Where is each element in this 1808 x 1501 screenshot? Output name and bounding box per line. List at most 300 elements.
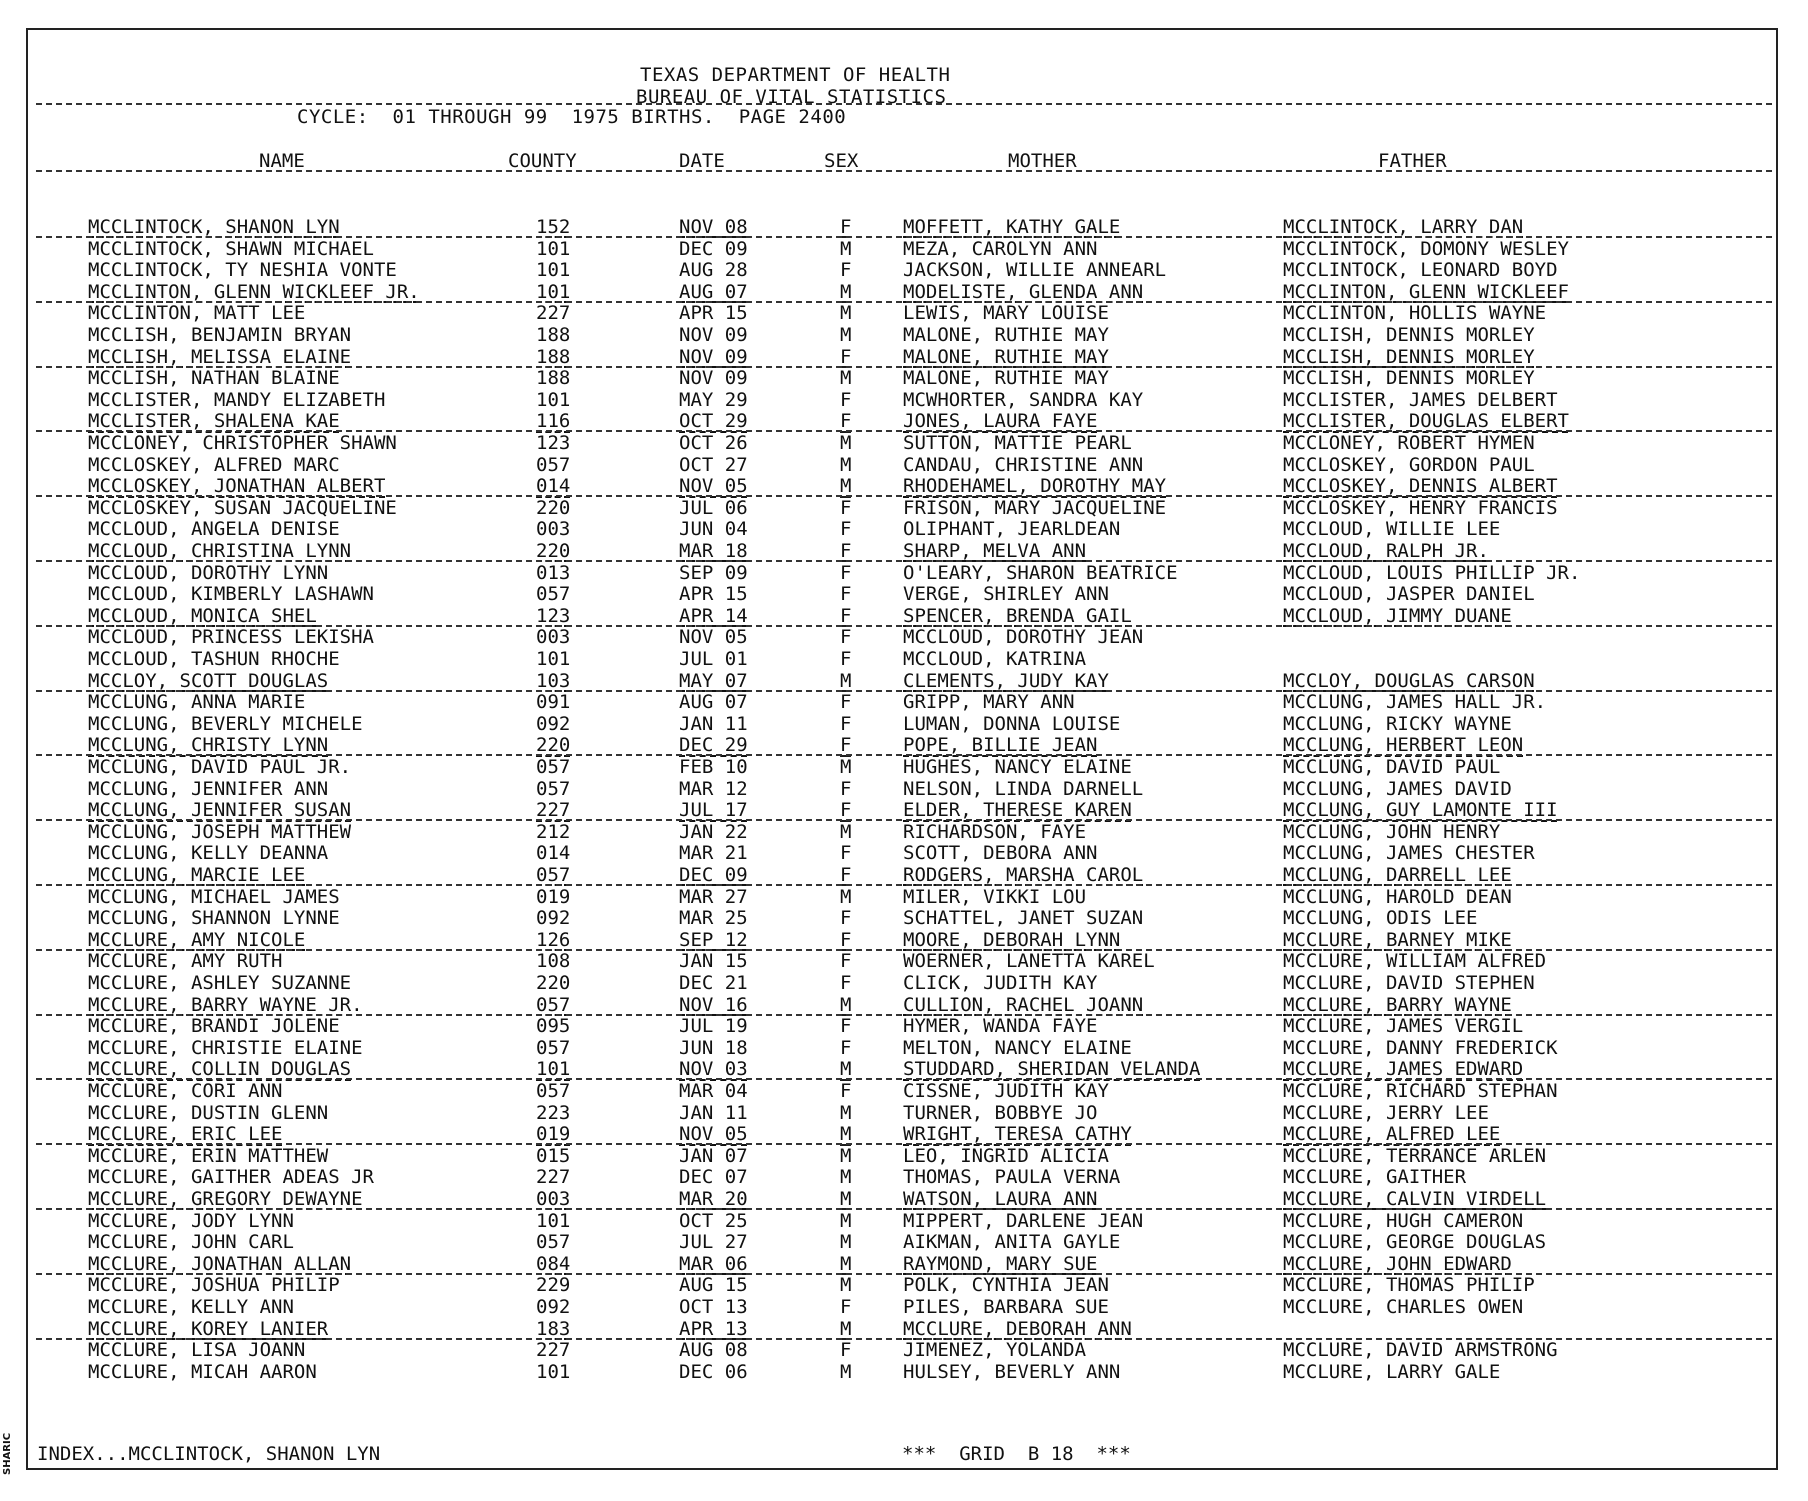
cell-county: 101 xyxy=(536,237,571,260)
cell-father: MCCLOSKEY, HENRY FRANCIS xyxy=(1283,496,1558,519)
cell-county: 003 xyxy=(536,1188,571,1210)
cell-date: JAN 11 xyxy=(679,712,748,735)
cell-father: MCCLOUD, LOUIS PHILLIP JR. xyxy=(1283,561,1581,584)
cell-county: 126 xyxy=(536,928,571,951)
table-row xyxy=(0,497,1808,519)
cell-sex: M xyxy=(840,1166,852,1189)
cell-sex: F xyxy=(840,345,852,368)
cell-sex: M xyxy=(840,1209,852,1232)
cell-father: MCCLUNG, ODIS LEE xyxy=(1283,907,1478,930)
cell-sex: F xyxy=(840,561,852,584)
cell-mother: HYMER, WANDA FAYE xyxy=(903,1015,1098,1038)
cell-county: 092 xyxy=(536,712,571,735)
cell-sex: F xyxy=(840,950,852,973)
cell-father: MCCLURE, BARNEY MIKE xyxy=(1283,928,1512,951)
cell-name: MCCLURE, JONATHAN ALLAN xyxy=(88,1252,352,1275)
table-row xyxy=(0,1361,1808,1383)
cell-sex: F xyxy=(840,864,852,886)
table-row xyxy=(0,907,1808,929)
cell-county: 057 xyxy=(536,756,571,778)
cell-mother: PILES, BARBARA SUE xyxy=(903,1296,1109,1318)
cell-date: JUL 06 xyxy=(679,496,748,519)
cell-county: 101 xyxy=(536,259,571,282)
cell-name: MCCLUNG, JOSEPH MATTHEW xyxy=(88,820,352,843)
cell-sex: F xyxy=(840,1296,852,1318)
cell-mother: LEO, INGRID ALICIA xyxy=(903,1144,1109,1167)
cell-name: MCCLUNG, KELLY DEANNA xyxy=(88,842,329,865)
cell-sex: F xyxy=(840,410,852,433)
cell-date: NOV 05 xyxy=(679,475,748,498)
cell-mother: MCCLURE, DEBORAH ANN xyxy=(903,1317,1132,1340)
cell-father: MCCLUNG, JAMES DAVID xyxy=(1283,777,1512,800)
cell-sex: F xyxy=(840,604,852,627)
cell-county: 101 xyxy=(536,1360,571,1383)
cell-date: APR 13 xyxy=(679,1317,748,1340)
cell-mother: MCCLOUD, DOROTHY JEAN xyxy=(903,626,1144,649)
cell-father: MCCLURE, THOMAS PHILIP xyxy=(1283,1274,1535,1297)
table-row xyxy=(0,432,1808,454)
cell-date: MAR 04 xyxy=(679,1080,748,1102)
cell-mother: CULLION, RACHEL JOANN xyxy=(903,993,1144,1016)
cell-date: SEP 09 xyxy=(679,561,748,584)
header-rule xyxy=(36,103,1772,105)
cell-county: 019 xyxy=(536,1123,571,1146)
cell-name: MCCLOSKEY, SUSAN JACQUELINE xyxy=(88,496,397,519)
cell-county: 227 xyxy=(536,1166,571,1189)
cell-name: MCCLINTON, GLENN WICKLEEF JR. xyxy=(88,280,420,303)
table-row xyxy=(0,540,1808,562)
cell-father: MCCLURE, ALFRED LEE xyxy=(1283,1123,1501,1146)
cell-date: NOV 16 xyxy=(679,993,748,1016)
table-row xyxy=(0,756,1808,778)
cell-sex: F xyxy=(840,777,852,800)
table-row xyxy=(0,950,1808,972)
cell-date: DEC 07 xyxy=(679,1166,748,1189)
cell-father: MCCLOUD, JIMMY DUANE xyxy=(1283,604,1512,627)
cell-county: 019 xyxy=(536,885,571,908)
cell-sex: F xyxy=(840,691,852,714)
cell-sex: M xyxy=(840,669,852,692)
cell-father: MCCLURE, GEORGE DOUGLAS xyxy=(1283,1231,1547,1254)
table-row xyxy=(0,1253,1808,1275)
cell-mother: MILER, VIKKI LOU xyxy=(903,885,1087,908)
cell-father: MCCLURE, DAVID ARMSTRONG xyxy=(1283,1339,1558,1362)
cell-mother: STUDDARD, SHERIDAN VELANDA xyxy=(903,1058,1201,1081)
cell-name: MCCLOUD, PRINCESS LEKISHA xyxy=(88,626,374,649)
cell-mother: SUTTON, MATTIE PEARL xyxy=(903,432,1132,454)
cell-county: 092 xyxy=(536,1296,571,1318)
table-row xyxy=(0,1102,1808,1124)
table-row xyxy=(0,1274,1808,1296)
cell-sex: M xyxy=(840,1274,852,1297)
cell-mother: MOFFETT, KATHY GALE xyxy=(903,216,1121,238)
cell-father: MCCLURE, DAVID STEPHEN xyxy=(1283,972,1535,994)
cell-mother: MODELISTE, GLENDA ANN xyxy=(903,280,1144,303)
cell-name: MCCLURE, KELLY ANN xyxy=(88,1296,294,1318)
column-header-mother: MOTHER xyxy=(1008,150,1077,172)
cell-sex: M xyxy=(840,820,852,843)
cell-name: MCCLINTOCK, SHAWN MICHAEL xyxy=(88,237,374,260)
cell-father: MCCLURE, JAMES VERGIL xyxy=(1283,1015,1524,1038)
cell-mother: MALONE, RUTHIE MAY xyxy=(903,367,1109,390)
cell-name: MCCLURE, COLLIN DOUGLAS xyxy=(88,1058,352,1081)
cell-county: 229 xyxy=(536,1274,571,1297)
table-row xyxy=(0,886,1808,908)
cell-sex: F xyxy=(840,496,852,519)
cell-father: MCCLOY, DOUGLAS CARSON xyxy=(1283,669,1535,692)
cell-father: MCCLURE, JERRY LEE xyxy=(1283,1101,1489,1124)
cell-name: MCCLURE, JOSHUA PHILIP xyxy=(88,1274,340,1297)
cell-father: MCCLURE, CALVIN VIRDELL xyxy=(1283,1188,1547,1210)
cell-date: NOV 05 xyxy=(679,626,748,649)
cell-name: MCCLUNG, DAVID PAUL JR. xyxy=(88,756,352,778)
cell-sex: M xyxy=(840,324,852,346)
cell-name: MCCLOUD, ANGELA DENISE xyxy=(88,518,340,541)
cell-county: 091 xyxy=(536,691,571,714)
cell-mother: CISSNE, JUDITH KAY xyxy=(903,1080,1109,1102)
cell-name: MCCLOUD, DOROTHY LYNN xyxy=(88,561,329,584)
cell-father: MCCLUNG, DARRELL LEE xyxy=(1283,864,1512,886)
cell-date: DEC 09 xyxy=(679,237,748,260)
cell-county: 014 xyxy=(536,475,571,498)
cell-date: NOV 05 xyxy=(679,1123,748,1146)
cell-father: MCCLUNG, GUY LAMONTE III xyxy=(1283,799,1558,822)
cell-county: 003 xyxy=(536,626,571,649)
table-row xyxy=(0,929,1808,951)
cell-mother: RHODEHAMEL, DOROTHY MAY xyxy=(903,475,1167,498)
table-row xyxy=(0,302,1808,324)
cell-date: JUL 19 xyxy=(679,1015,748,1038)
cell-sex: M xyxy=(840,280,852,303)
cell-county: 057 xyxy=(536,453,571,476)
cell-date: MAY 29 xyxy=(679,388,748,411)
cell-mother: SCHATTEL, JANET SUZAN xyxy=(903,907,1144,930)
table-row xyxy=(0,1318,1808,1340)
cell-name: MCCLURE, ERIC LEE xyxy=(88,1123,283,1146)
cell-county: 227 xyxy=(536,302,571,325)
cell-date: NOV 09 xyxy=(679,324,748,346)
cell-county: 188 xyxy=(536,324,571,346)
table-row xyxy=(0,626,1808,648)
cell-name: MCCLURE, GREGORY DEWAYNE xyxy=(88,1188,363,1210)
cell-name: MCCLOSKEY, ALFRED MARC xyxy=(88,453,340,476)
cell-sex: M xyxy=(840,1231,852,1254)
cell-date: DEC 21 xyxy=(679,972,748,994)
cell-mother: MIPPERT, DARLENE JEAN xyxy=(903,1209,1144,1232)
cell-father: MCCLINTOCK, LEONARD BOYD xyxy=(1283,259,1558,282)
cell-sex: F xyxy=(840,518,852,541)
cell-county: 103 xyxy=(536,669,571,692)
cell-name: MCCLURE, DUSTIN GLENN xyxy=(88,1101,329,1124)
cell-sex: F xyxy=(840,842,852,865)
cell-sex: M xyxy=(840,1058,852,1081)
cell-date: JAN 22 xyxy=(679,820,748,843)
cell-date: NOV 09 xyxy=(679,367,748,390)
cell-sex: M xyxy=(840,432,852,454)
cell-county: 220 xyxy=(536,972,571,994)
cell-county: 188 xyxy=(536,367,571,390)
cell-date: DEC 09 xyxy=(679,864,748,886)
cell-name: MCCLUNG, SHANNON LYNNE xyxy=(88,907,340,930)
cell-name: MCCLOSKEY, JONATHAN ALBERT xyxy=(88,475,386,498)
cell-county: 084 xyxy=(536,1252,571,1275)
cell-sex: F xyxy=(840,799,852,822)
cell-mother: WATSON, LAURA ANN xyxy=(903,1188,1098,1210)
cell-father: MCCLUNG, RICKY WAYNE xyxy=(1283,712,1512,735)
column-header-rule xyxy=(36,170,1772,172)
table-row xyxy=(0,1058,1808,1080)
cell-county: 123 xyxy=(536,432,571,454)
cell-name: MCCLISH, NATHAN BLAINE xyxy=(88,367,340,390)
cell-name: MCCLURE, BRANDI JOLENE xyxy=(88,1015,340,1038)
cell-name: MCCLUNG, MICHAEL JAMES xyxy=(88,885,340,908)
cycle-line: CYCLE: 01 THROUGH 99 1975 BIRTHS. PAGE 2400 xyxy=(297,106,847,128)
cell-date: OCT 25 xyxy=(679,1209,748,1232)
cell-date: MAR 06 xyxy=(679,1252,748,1275)
column-header-date: DATE xyxy=(679,150,725,172)
cell-name: MCCLINTOCK, TY NESHIA VONTE xyxy=(88,259,397,282)
table-row xyxy=(0,864,1808,886)
cell-county: 101 xyxy=(536,388,571,411)
cell-father: MCCLINTOCK, LARRY DAN xyxy=(1283,216,1524,238)
cell-father: MCCLURE, DANNY FREDERICK xyxy=(1283,1036,1558,1059)
cell-father: MCCLURE, BARRY WAYNE xyxy=(1283,993,1512,1016)
cell-father: MCCLOUD, JASPER DANIEL xyxy=(1283,583,1535,606)
cell-mother: LUMAN, DONNA LOUISE xyxy=(903,712,1121,735)
cell-sex: M xyxy=(840,475,852,498)
table-row xyxy=(0,713,1808,735)
table-row xyxy=(0,367,1808,389)
cell-father: MCCLURE, RICHARD STEPHAN xyxy=(1283,1080,1558,1102)
table-row xyxy=(0,259,1808,281)
cell-name: MCCLURE, MICAH AARON xyxy=(88,1360,317,1383)
cell-father: MCCLUNG, JAMES CHESTER xyxy=(1283,842,1535,865)
cell-date: MAY 07 xyxy=(679,669,748,692)
cell-sex: F xyxy=(840,972,852,994)
cell-county: 013 xyxy=(536,561,571,584)
cell-name: MCCLURE, KOREY LANIER xyxy=(88,1317,329,1340)
cell-mother: CANDAU, CHRISTINE ANN xyxy=(903,453,1144,476)
cell-name: MCCLOUD, MONICA SHEL xyxy=(88,604,317,627)
cell-date: NOV 03 xyxy=(679,1058,748,1081)
cell-mother: RAYMOND, MARY SUE xyxy=(903,1252,1098,1275)
cell-sex: F xyxy=(840,388,852,411)
cell-sex: F xyxy=(840,259,852,282)
cell-name: MCCLOUD, TASHUN RHOCHE xyxy=(88,648,340,670)
cell-sex: F xyxy=(840,1015,852,1038)
table-row xyxy=(0,648,1808,670)
cell-sex: F xyxy=(840,216,852,238)
cell-date: DEC 29 xyxy=(679,734,748,757)
cell-county: 014 xyxy=(536,842,571,865)
cell-father: MCCLURE, LARRY GALE xyxy=(1283,1360,1501,1383)
cell-county: 108 xyxy=(536,950,571,973)
cell-sex: F xyxy=(840,648,852,670)
cell-mother: RICHARDSON, FAYE xyxy=(903,820,1087,843)
cell-date: JAN 07 xyxy=(679,1144,748,1167)
cell-county: 095 xyxy=(536,1015,571,1038)
table-row xyxy=(0,1188,1808,1210)
table-row xyxy=(0,691,1808,713)
bureau-title: BUREAU OF VITAL STATISTICS xyxy=(636,86,947,108)
cell-mother: TURNER, BOBBYE JO xyxy=(903,1101,1098,1124)
cell-mother: NELSON, LINDA DARNELL xyxy=(903,777,1144,800)
table-row xyxy=(0,346,1808,368)
table-row xyxy=(0,1296,1808,1318)
cell-name: MCCLINTON, MATT LEE xyxy=(88,302,306,325)
grid-footer: *** GRID B 18 *** xyxy=(902,1443,1131,1465)
table-row xyxy=(0,475,1808,497)
cell-date: AUG 15 xyxy=(679,1274,748,1297)
cell-mother: MEZA, CAROLYN ANN xyxy=(903,237,1098,260)
cell-mother: MALONE, RUTHIE MAY xyxy=(903,345,1109,368)
cell-date: AUG 07 xyxy=(679,691,748,714)
table-row xyxy=(0,389,1808,411)
cell-county: 212 xyxy=(536,820,571,843)
cell-mother: MCWHORTER, SANDRA KAY xyxy=(903,388,1144,411)
cell-name: MCCLISH, MELISSA ELAINE xyxy=(88,345,352,368)
cell-father: MCCLINTON, GLENN WICKLEEF xyxy=(1283,280,1569,303)
cell-sex: F xyxy=(840,1036,852,1059)
index-footer: INDEX...MCCLINTOCK, SHANON LYN xyxy=(37,1443,381,1465)
table-row xyxy=(0,281,1808,303)
cell-sex: M xyxy=(840,756,852,778)
cell-mother: MALONE, RUTHIE MAY xyxy=(903,324,1109,346)
cell-date: SEP 12 xyxy=(679,928,748,951)
cell-father: MCCLUNG, HERBERT LEON xyxy=(1283,734,1524,757)
cell-date: APR 15 xyxy=(679,583,748,606)
cell-mother: POPE, BILLIE JEAN xyxy=(903,734,1098,757)
table-row xyxy=(0,821,1808,843)
table-row xyxy=(0,410,1808,432)
cell-father: MCCLURE, TERRANCE ARLEN xyxy=(1283,1144,1547,1167)
cell-mother: WOERNER, LANETTA KAREL xyxy=(903,950,1155,973)
cell-county: 101 xyxy=(536,1209,571,1232)
cell-name: MCCLURE, BARRY WAYNE JR. xyxy=(88,993,363,1016)
cell-date: MAR 25 xyxy=(679,907,748,930)
cell-county: 057 xyxy=(536,1231,571,1254)
cell-sex: M xyxy=(840,1123,852,1146)
cell-father: MCCLISH, DENNIS MORLEY xyxy=(1283,345,1535,368)
cell-name: MCCLURE, JODY LYNN xyxy=(88,1209,294,1232)
cell-county: 223 xyxy=(536,1101,571,1124)
cell-father: MCCLISH, DENNIS MORLEY xyxy=(1283,324,1535,346)
cell-mother: ELDER, THERESE KAREN xyxy=(903,799,1132,822)
cell-date: NOV 09 xyxy=(679,345,748,368)
cell-county: 220 xyxy=(536,496,571,519)
cell-sex: M xyxy=(840,1360,852,1383)
table-row xyxy=(0,1037,1808,1059)
table-row xyxy=(0,1015,1808,1037)
cell-name: MCCLURE, CHRISTIE ELAINE xyxy=(88,1036,363,1059)
cell-father: MCCLUNG, JOHN HENRY xyxy=(1283,820,1501,843)
cell-father: MCCLISH, DENNIS MORLEY xyxy=(1283,367,1535,390)
cell-county: 101 xyxy=(536,280,571,303)
cell-father: MCCLURE, JOHN EDWARD xyxy=(1283,1252,1512,1275)
table-row xyxy=(0,1210,1808,1232)
table-row xyxy=(0,799,1808,821)
cell-father: MCCLUNG, HAROLD DEAN xyxy=(1283,885,1512,908)
agency-title: TEXAS DEPARTMENT OF HEALTH xyxy=(640,64,951,86)
cell-name: MCCLUNG, MARCIE LEE xyxy=(88,864,306,886)
cell-father: MCCLINTON, HOLLIS WAYNE xyxy=(1283,302,1547,325)
column-header-county: COUNTY xyxy=(508,150,577,172)
cell-name: MCCLURE, AMY NICOLE xyxy=(88,928,306,951)
cell-sex: F xyxy=(840,583,852,606)
cell-sex: F xyxy=(840,626,852,649)
cell-date: JUL 27 xyxy=(679,1231,748,1254)
cell-father: MCCLOSKEY, GORDON PAUL xyxy=(1283,453,1535,476)
cell-county: 057 xyxy=(536,777,571,800)
cell-date: JAN 11 xyxy=(679,1101,748,1124)
table-row xyxy=(0,605,1808,627)
column-header-father: FATHER xyxy=(1378,150,1447,172)
cell-sex: M xyxy=(840,1317,852,1340)
cell-date: APR 14 xyxy=(679,604,748,627)
cell-name: MCCLURE, AMY RUTH xyxy=(88,950,283,973)
cell-father: MCCLOUD, WILLIE LEE xyxy=(1283,518,1501,541)
cell-date: DEC 06 xyxy=(679,1360,748,1383)
cell-name: MCCLUNG, BEVERLY MICHELE xyxy=(88,712,363,735)
cell-county: 015 xyxy=(536,1144,571,1167)
cell-mother: POLK, CYNTHIA JEAN xyxy=(903,1274,1109,1297)
cell-sex: M xyxy=(840,367,852,390)
cell-sex: M xyxy=(840,237,852,260)
table-row xyxy=(0,1145,1808,1167)
cell-father: MCCLURE, GAITHER xyxy=(1283,1166,1467,1189)
cell-sex: M xyxy=(840,993,852,1016)
cell-county: 152 xyxy=(536,216,571,238)
cell-sex: F xyxy=(840,928,852,951)
cell-date: FEB 10 xyxy=(679,756,748,778)
cell-county: 220 xyxy=(536,734,571,757)
cell-father: MCCLOUD, RALPH JR. xyxy=(1283,540,1489,562)
cell-mother: GRIPP, MARY ANN xyxy=(903,691,1075,714)
cell-county: 227 xyxy=(536,1339,571,1362)
cell-name: MCCLUNG, CHRISTY LYNN xyxy=(88,734,329,757)
table-row xyxy=(0,216,1808,238)
cell-date: JUL 01 xyxy=(679,648,748,670)
cell-date: OCT 26 xyxy=(679,432,748,454)
cell-mother: THOMAS, PAULA VERNA xyxy=(903,1166,1121,1189)
cell-date: MAR 12 xyxy=(679,777,748,800)
cell-father: MCCLISTER, JAMES DELBERT xyxy=(1283,388,1558,411)
table-row xyxy=(0,324,1808,346)
cell-sex: M xyxy=(840,1101,852,1124)
cell-mother: O'LEARY, SHARON BEATRICE xyxy=(903,561,1178,584)
cell-county: 057 xyxy=(536,993,571,1016)
cell-sex: F xyxy=(840,1080,852,1102)
cell-name: MCCLOUD, CHRISTINA LYNN xyxy=(88,540,352,562)
cell-mother: JONES, LAURA FAYE xyxy=(903,410,1098,433)
cell-father: MCCLURE, CHARLES OWEN xyxy=(1283,1296,1524,1318)
cell-name: MCCLURE, GAITHER ADEAS JR xyxy=(88,1166,374,1189)
cell-date: AUG 07 xyxy=(679,280,748,303)
table-row xyxy=(0,1339,1808,1361)
cell-date: MAR 21 xyxy=(679,842,748,865)
cell-mother: VERGE, SHIRLEY ANN xyxy=(903,583,1109,606)
cell-name: MCCLURE, LISA JOANN xyxy=(88,1339,306,1362)
cell-mother: AIKMAN, ANITA GAYLE xyxy=(903,1231,1121,1254)
cell-father: MCCLINTOCK, DOMONY WESLEY xyxy=(1283,237,1569,260)
cell-date: NOV 08 xyxy=(679,216,748,238)
table-row xyxy=(0,778,1808,800)
cell-county: 057 xyxy=(536,864,571,886)
cell-father: MCCLURE, HUGH CAMERON xyxy=(1283,1209,1524,1232)
side-stamp: SHARIC xyxy=(2,1432,13,1475)
cell-county: 220 xyxy=(536,540,571,562)
table-row xyxy=(0,583,1808,605)
